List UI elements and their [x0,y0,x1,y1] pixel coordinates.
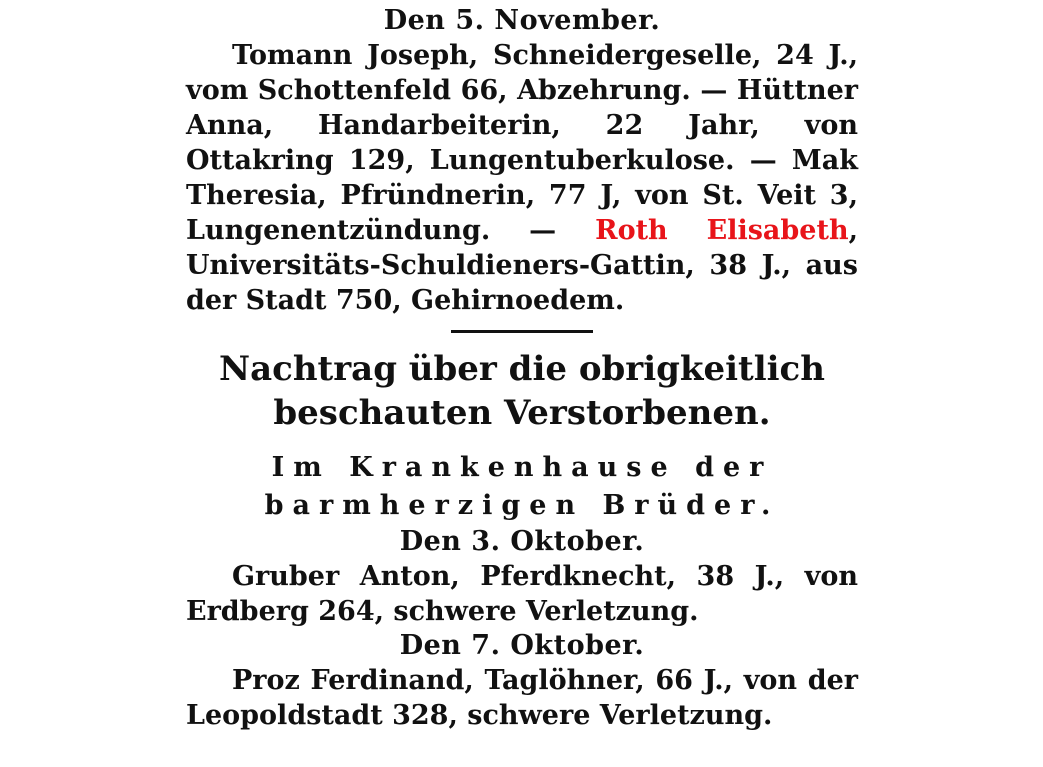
hospital-subtitle: Im Krankenhause der barmherzigen Brüder. [264,452,780,521]
entries-text-2: , Universitäts-Schuldieners-Gattin, 38 J., aus der Stadt 750, Gehirnoedem. [186,215,858,316]
section-divider [451,330,593,333]
document-column [186,4,858,733]
entry-proz: Proz Ferdinand, Taglöhner, 66 J., von der Leopoldstadt 328, schwere Verletzung. [186,665,858,731]
date-heading-3-oktober: Den 3. Oktober. [399,526,645,557]
supplement-title: Nachtrag über die obrigkeitlich beschauten Verstorbenen. [219,349,825,433]
date-heading-5-november: Den 5. November. [383,5,661,36]
entry-gruber: Gruber Anton, Pferdknecht, 38 J., von Erdberg 264, schwere Verletzung. [186,561,858,627]
entries-text-1: Tomann Joseph, Schneidergeselle, 24 J., vom Schottenfeld 66, Abzehrung. — Hüttner Anna, Handarbeiterin, 22 Jahr, von Ottakring 129, Lungentuberkulose. — Mak Theresia, Pfründnerin, 77 J, von St. Veit 3, Lungenentzündung. — [186,40,858,246]
highlighted-name: Roth Elisabeth [595,215,849,246]
death-notices-paragraph [186,38,858,318]
date-heading-7-oktober: Den 7. Oktober. [399,630,645,661]
